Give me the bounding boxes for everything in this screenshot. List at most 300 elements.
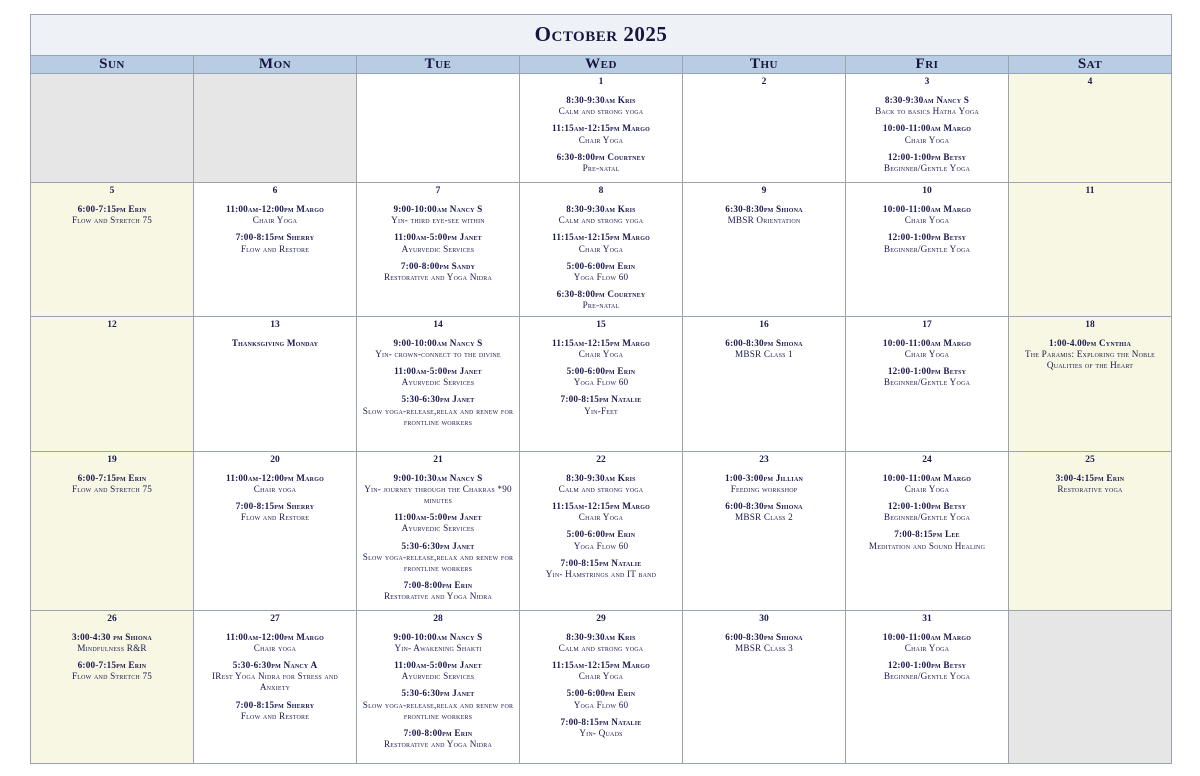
calendar-body	[31, 15, 1172, 764]
event-description: Beginner/Gentle Yoga	[883, 512, 971, 523]
day-cell-inner	[31, 317, 193, 335]
calendar-table	[30, 14, 1172, 764]
day-cell-inner	[846, 452, 1008, 556]
event-time: 11:00am-5:00pm Janet	[394, 512, 482, 523]
calendar-day-cell[interactable]	[846, 74, 1009, 183]
event-description: Ayurvedic Services	[401, 671, 475, 682]
calendar-event[interactable]	[846, 366, 1008, 388]
day-cell-inner	[194, 74, 356, 81]
day-cell-inner	[357, 611, 519, 755]
day-cell-inner	[1009, 317, 1171, 376]
day-number: 20	[270, 454, 280, 465]
event-description: Yin- crown-connect to the divine	[375, 348, 501, 359]
event-description: Restorative and Yoga Nidra	[383, 591, 493, 602]
event-description: Flow and Restore	[240, 710, 310, 721]
event-description: Flow and Restore	[240, 512, 310, 523]
calendar-event[interactable]	[357, 366, 519, 388]
event-time: 5:00-6:00pm Erin	[566, 529, 636, 540]
event-time: 7:00-8:15pm Natalie	[560, 557, 642, 568]
calendar-event[interactable]	[520, 123, 682, 145]
event-time: 12:00-1:00pm Betsy	[887, 660, 967, 671]
event-description: Restorative yoga	[1057, 483, 1123, 494]
event-description: Ayurvedic Services	[401, 523, 475, 534]
day-cell-inner	[357, 317, 519, 432]
calendar-day-cell[interactable]	[194, 74, 357, 183]
calendar-event[interactable]	[520, 632, 682, 654]
calendar-event[interactable]	[357, 204, 519, 226]
event-description: MBSR Orientation	[727, 215, 801, 226]
event-time: 7:00-8:00pm Sandy	[400, 260, 476, 271]
event-description: Pre-natal	[582, 163, 620, 174]
calendar-event[interactable]	[520, 261, 682, 283]
event-description: Calm and strong yoga	[558, 642, 644, 653]
event-description: Chair Yoga	[252, 215, 298, 226]
calendar-day-cell[interactable]	[846, 316, 1009, 451]
event-time: 5:30-6:30pm Nancy A	[232, 660, 318, 671]
calendar-day-cell[interactable]	[520, 183, 683, 317]
day-cell-inner	[1009, 611, 1171, 618]
day-number: 14	[433, 319, 443, 330]
event-description: Slow yoga-release,relax and renew for frontline workers	[362, 551, 514, 574]
calendar-day-cell[interactable]	[31, 183, 194, 317]
calendar-day-cell[interactable]	[357, 74, 520, 183]
event-description: The Paramis: Exploring the Noble Qualities of the Heart	[1024, 348, 1156, 371]
day-cell-inner	[31, 452, 193, 499]
event-time: 11:00am-5:00pm Janet	[394, 660, 482, 671]
day-number: 19	[107, 454, 117, 465]
event-description: Mindfulness R&R	[77, 642, 147, 653]
event-description: Calm and strong yoga	[558, 106, 644, 117]
event-time: 11:15am-12:15pm Margo	[552, 660, 650, 671]
event-description: Chair Yoga	[578, 671, 624, 682]
event-time: 7:00-8:15pm Sherry	[235, 232, 315, 243]
event-time: 10:00-11:00am Margo	[882, 472, 972, 483]
calendar-event[interactable]	[846, 660, 1008, 682]
day-number: 16	[759, 319, 769, 330]
event-description: Yin- third eye-see within	[391, 215, 485, 226]
day-number: 28	[433, 613, 443, 624]
day-number: 2	[761, 77, 767, 87]
day-number: 11	[1085, 186, 1095, 196]
calendar-event[interactable]	[520, 289, 682, 311]
day-cell-inner	[846, 74, 1008, 178]
day-cell-inner	[1009, 452, 1171, 499]
event-description: Chair Yoga	[904, 215, 950, 226]
event-time: 6:00-7:15pm Erin	[77, 660, 147, 671]
day-cell-inner	[31, 74, 193, 81]
event-time: 11:00am-12:00pm Margo	[226, 631, 324, 642]
event-description: Beginner/Gentle Yoga	[883, 377, 971, 388]
calendar-event[interactable]	[846, 501, 1008, 523]
calendar-event[interactable]	[31, 204, 193, 226]
calendar-day-cell[interactable]	[357, 451, 520, 610]
calendar-event[interactable]	[683, 632, 845, 654]
day-number: 12	[107, 319, 117, 330]
calendar-day-cell[interactable]	[520, 610, 683, 763]
event-time: 1:00-4.00pm Cynthia	[1048, 337, 1132, 348]
day-number: 23	[759, 454, 769, 465]
event-description: Meditation and Sound Healing	[868, 540, 986, 551]
event-description: Chair yoga	[253, 483, 297, 494]
event-description: Chair Yoga	[904, 134, 950, 145]
event-time: 11:15am-12:15pm Margo	[552, 232, 650, 243]
day-number: 25	[1085, 454, 1095, 465]
weekday-header-mon: Mon	[194, 56, 357, 74]
event-description: Flow and Stretch 75	[71, 215, 153, 226]
event-time: 10:00-11:00am Margo	[882, 337, 972, 348]
calendar-day-cell[interactable]	[31, 610, 194, 763]
event-description: Chair Yoga	[578, 134, 624, 145]
event-time: 5:00-6:00pm Erin	[566, 260, 636, 271]
day-number: 24	[922, 454, 932, 465]
calendar-event[interactable]	[357, 338, 519, 360]
event-time: 7:00-8:15pm Lee	[894, 529, 960, 540]
day-number: 6	[272, 186, 278, 196]
day-cell-inner	[683, 317, 845, 364]
calendar-day-cell[interactable]	[194, 316, 357, 451]
calendar-event[interactable]	[520, 152, 682, 174]
event-description: Calm and strong yoga	[558, 483, 644, 494]
event-description: Yin- Quads	[579, 728, 623, 739]
event-time: Thanksgiving Monday	[231, 337, 319, 348]
calendar-event[interactable]	[520, 338, 682, 360]
event-time: 7:00-8:15pm Sherry	[235, 501, 315, 512]
calendar-day-cell[interactable]	[683, 183, 846, 317]
event-description: Yoga Flow 60	[573, 540, 629, 551]
day-cell-inner	[520, 183, 682, 316]
calendar-event[interactable]	[520, 204, 682, 226]
event-time: 5:00-6:00pm Erin	[566, 366, 636, 377]
day-cell-inner	[683, 452, 845, 528]
calendar-title-cell	[31, 15, 1172, 56]
day-number: 13	[270, 319, 280, 330]
day-cell-inner	[31, 183, 193, 230]
event-description: Feeding workshop	[730, 483, 798, 494]
event-time: 6:00-7:15pm Erin	[77, 204, 147, 214]
event-time: 8:30-9:30am Kris	[566, 631, 636, 642]
calendar-event[interactable]	[846, 152, 1008, 174]
calendar-event[interactable]	[357, 394, 519, 428]
weekday-header-fri: Fri	[846, 56, 1009, 74]
calendar-event[interactable]	[520, 558, 682, 580]
event-description: Chair Yoga	[578, 243, 624, 254]
calendar-event[interactable]	[31, 632, 193, 654]
day-number	[194, 74, 356, 77]
calendar-day-cell[interactable]	[1009, 74, 1172, 183]
calendar-day-cell[interactable]	[1009, 610, 1172, 763]
calendar-event[interactable]	[194, 338, 356, 349]
event-description: Chair Yoga	[904, 642, 950, 653]
calendar-event[interactable]	[357, 632, 519, 654]
event-time: 7:00-8:15pm Sherry	[235, 699, 315, 710]
page-title: October 2025	[534, 22, 668, 46]
calendar-day-cell[interactable]	[1009, 316, 1172, 451]
event-description: Yoga Flow 60	[573, 699, 629, 710]
event-description: Yoga Flow 60	[573, 377, 629, 388]
event-time: 3:00-4:15pm Erin	[1055, 472, 1125, 483]
calendar-day-cell[interactable]	[31, 316, 194, 451]
event-description: Yin- journey through the Chakras *90 minutes	[364, 483, 512, 506]
calendar-day-cell[interactable]	[1009, 183, 1172, 317]
calendar-event[interactable]	[194, 632, 356, 654]
calendar-week-row	[31, 451, 1172, 610]
calendar-event[interactable]	[846, 338, 1008, 360]
day-cell-inner	[520, 74, 682, 178]
event-description: MBSR Class 1	[735, 348, 793, 359]
event-time: 8:30-9:30am Kris	[566, 472, 636, 483]
event-description: Chair yoga	[253, 642, 297, 653]
day-cell-inner	[194, 317, 356, 353]
event-time: 12:00-1:00pm Betsy	[887, 366, 967, 377]
event-description: Chair Yoga	[578, 348, 624, 359]
calendar-day-cell[interactable]	[194, 183, 357, 317]
day-number: 5	[109, 186, 115, 196]
day-cell-inner	[683, 183, 845, 230]
day-cell-inner	[357, 183, 519, 287]
calendar-event[interactable]	[357, 688, 519, 722]
calendar-day-cell[interactable]	[31, 74, 194, 183]
event-description: Restorative and Yoga Nidra	[383, 272, 493, 283]
calendar-event[interactable]	[683, 338, 845, 360]
day-number: 22	[596, 454, 606, 465]
calendar-event[interactable]	[1009, 338, 1171, 372]
day-cell-inner	[194, 611, 356, 726]
calendar-event[interactable]	[520, 529, 682, 551]
calendar-event[interactable]	[357, 473, 519, 507]
calendar-title-row	[31, 15, 1172, 56]
calendar-event[interactable]	[357, 541, 519, 575]
event-time: 5:30-6:30pm Janet	[401, 394, 475, 405]
event-description: Beginner/Gentle Yoga	[883, 243, 971, 254]
calendar-day-cell[interactable]	[683, 451, 846, 610]
calendar-event[interactable]	[683, 473, 845, 495]
day-number: 18	[1085, 319, 1095, 330]
calendar-event[interactable]	[31, 660, 193, 682]
event-description: Chair Yoga	[578, 512, 624, 523]
event-description: Flow and Restore	[240, 243, 310, 254]
calendar-event[interactable]	[520, 95, 682, 117]
day-cell-inner	[846, 183, 1008, 259]
event-time: 6:00-7:15pm Erin	[77, 472, 147, 483]
calendar-event[interactable]	[520, 717, 682, 739]
event-time: 11:15am-12:15pm Margo	[552, 337, 650, 348]
day-number: 31	[922, 613, 932, 624]
event-time: 12:00-1:00pm Betsy	[887, 151, 967, 162]
event-description: Slow yoga-release,relax and renew for frontline workers	[362, 699, 514, 721]
calendar-day-cell[interactable]	[846, 451, 1009, 610]
event-time: 11:00am-12:00pm Margo	[226, 472, 324, 483]
day-cell-inner	[357, 452, 519, 607]
event-description: Beginner/Gentle Yoga	[883, 671, 971, 682]
calendar-event[interactable]	[357, 512, 519, 534]
calendar-day-cell[interactable]	[683, 74, 846, 183]
weekday-header-sat: Sat	[1009, 56, 1172, 74]
calendar-day-cell[interactable]	[194, 610, 357, 763]
day-number	[357, 74, 519, 77]
calendar-event[interactable]	[846, 204, 1008, 226]
day-cell-inner	[683, 611, 845, 658]
calendar-day-cell[interactable]	[357, 610, 520, 763]
calendar-event[interactable]	[846, 473, 1008, 495]
calendar-day-cell[interactable]	[683, 316, 846, 451]
calendar-event[interactable]	[1009, 473, 1171, 495]
event-description: Yin- Hamstrings and IT band	[545, 569, 657, 580]
calendar-event[interactable]	[194, 700, 356, 722]
calendar-event[interactable]	[194, 501, 356, 523]
day-cell-inner	[846, 611, 1008, 687]
day-number: 17	[922, 319, 932, 330]
event-time: 11:00am-5:00pm Janet	[394, 232, 482, 243]
day-number: 27	[270, 613, 280, 624]
calendar-day-cell[interactable]	[194, 451, 357, 610]
calendar-event[interactable]	[194, 660, 356, 694]
event-description: Restorative and Yoga Nidra	[383, 739, 493, 750]
event-time: 9:00-10:00am Nancy S	[393, 204, 483, 214]
day-number: 30	[759, 613, 769, 624]
calendar-event[interactable]	[520, 660, 682, 682]
event-time: 6:00-8:30pm Shiona	[725, 631, 803, 642]
calendar-event[interactable]	[520, 394, 682, 416]
calendar-day-cell[interactable]	[1009, 451, 1172, 610]
calendar-event[interactable]	[846, 529, 1008, 551]
day-number: 3	[924, 77, 930, 87]
calendar-event[interactable]	[683, 501, 845, 523]
calendar-event[interactable]	[520, 473, 682, 495]
event-time: 11:00am-12:00pm Margo	[226, 204, 324, 214]
day-cell-inner	[194, 452, 356, 528]
event-description: Flow and Stretch 75	[71, 483, 153, 494]
calendar-event[interactable]	[520, 366, 682, 388]
calendar-event[interactable]	[683, 204, 845, 226]
event-time: 7:00-8:15pm Natalie	[560, 394, 642, 405]
event-description: Ayurvedic Services	[401, 377, 475, 388]
event-time: 8:30-9:30am Kris	[566, 204, 636, 214]
event-time: 8:30-9:30am Kris	[566, 95, 636, 105]
calendar-day-cell[interactable]	[357, 183, 520, 317]
weekday-header-sun: Sun	[31, 56, 194, 74]
event-description: Flow and Stretch 75	[71, 671, 153, 682]
event-description: Yin- Awakening Shakti	[394, 642, 482, 653]
day-cell-inner	[357, 74, 519, 81]
event-description: Back to basics Hatha Yoga	[875, 106, 979, 117]
calendar-day-cell[interactable]	[683, 610, 846, 763]
day-cell-inner	[194, 183, 356, 259]
calendar-day-cell[interactable]	[520, 451, 683, 610]
day-cell-inner	[520, 611, 682, 744]
day-number: 15	[596, 319, 606, 330]
event-time: 10:00-11:00am Margo	[882, 204, 972, 214]
calendar-day-cell[interactable]	[520, 316, 683, 451]
day-cell-inner	[520, 452, 682, 585]
event-description: Ayurvedic Services	[401, 243, 475, 254]
event-time: 12:00-1:00pm Betsy	[887, 232, 967, 243]
event-time: 6:30-8:30pm Shiona	[725, 204, 803, 214]
event-description: MBSR Class 3	[735, 642, 793, 653]
event-time: 11:00am-5:00pm Janet	[394, 366, 482, 377]
event-time: 6:00-8:30pm Shiona	[725, 337, 803, 348]
calendar-event[interactable]	[846, 123, 1008, 145]
event-time: 7:00-8:00pm Erin	[403, 580, 473, 591]
event-description: Yin-Feet	[584, 405, 618, 416]
event-time: 7:00-8:15pm Natalie	[560, 716, 642, 727]
day-number: 1	[598, 77, 604, 87]
event-description: IRest Yoga Nidra for Stress and Anxiety	[212, 671, 338, 693]
day-cell-inner	[520, 317, 682, 421]
calendar-week-row	[31, 316, 1172, 451]
event-time: 10:00-11:00am Margo	[882, 631, 972, 642]
event-description: Chair Yoga	[904, 483, 950, 494]
event-time: 9:00-10:00am Nancy S	[393, 337, 483, 348]
calendar-day-cell[interactable]	[520, 74, 683, 183]
event-time: 10:00-11:00am Margo	[882, 123, 972, 134]
calendar-event[interactable]	[357, 580, 519, 602]
event-time: 1:00-3:00pm Jillian	[724, 472, 804, 483]
day-number: 8	[598, 186, 604, 196]
event-time: 11:15am-12:15pm Margo	[552, 501, 650, 512]
calendar-event[interactable]	[357, 660, 519, 682]
calendar-event[interactable]	[194, 473, 356, 495]
weekday-header-wed: Wed	[520, 56, 683, 74]
event-time: 8:30-9:30am Nancy S	[884, 95, 970, 105]
day-number: 4	[1087, 77, 1093, 87]
event-time: 7:00-8:00pm Erin	[403, 728, 473, 739]
event-time: 5:30-6:30pm Janet	[401, 540, 475, 551]
calendar-event[interactable]	[846, 632, 1008, 654]
calendar-day-cell[interactable]	[846, 183, 1009, 317]
calendar-event[interactable]	[520, 232, 682, 254]
calendar-event[interactable]	[357, 728, 519, 750]
day-cell-inner	[1009, 74, 1171, 92]
calendar-event[interactable]	[357, 261, 519, 283]
calendar-event[interactable]	[31, 473, 193, 495]
event-description: Calm and strong yoga	[558, 215, 644, 226]
calendar-day-cell[interactable]	[846, 610, 1009, 763]
calendar-event[interactable]	[846, 232, 1008, 254]
event-time: 5:00-6:00pm Erin	[566, 688, 636, 699]
calendar-event[interactable]	[194, 204, 356, 226]
event-time: 6:00-8:30pm Shiona	[725, 501, 803, 512]
event-description: Yoga Flow 60	[573, 272, 629, 283]
weekday-header-tue: Tue	[357, 56, 520, 74]
event-description: MBSR Class 2	[735, 512, 793, 523]
day-number: 26	[107, 613, 117, 624]
calendar-event[interactable]	[194, 232, 356, 254]
event-time: 6:30-8:00pm Courtney	[556, 151, 646, 162]
calendar-day-cell[interactable]	[357, 316, 520, 451]
event-time: 3:00-4:30 pm Shiona	[72, 631, 152, 642]
calendar-event[interactable]	[846, 95, 1008, 117]
day-cell-inner	[31, 611, 193, 687]
day-number: 21	[433, 454, 443, 465]
day-number: 7	[435, 186, 441, 196]
calendar-event[interactable]	[357, 232, 519, 254]
event-description: Beginner/Gentle Yoga	[883, 163, 971, 174]
event-time: 9:00-10:00am Nancy S	[393, 631, 483, 642]
weekday-header-thu: Thu	[683, 56, 846, 74]
day-cell-inner	[683, 74, 845, 92]
day-number	[31, 74, 193, 77]
day-cell-inner	[846, 317, 1008, 393]
calendar-week-row	[31, 74, 1172, 183]
event-time: 9:00-10:30am Nancy S	[393, 472, 483, 483]
calendar-event[interactable]	[520, 688, 682, 710]
calendar-event[interactable]	[520, 501, 682, 523]
calendar-day-cell[interactable]	[31, 451, 194, 610]
event-time: 6:30-8:00pm Courtney	[556, 289, 646, 300]
event-time: 11:15am-12:15pm Margo	[552, 123, 650, 134]
day-number	[1009, 611, 1171, 614]
event-description: Slow yoga-release,relax and renew for frontline workers	[362, 405, 514, 427]
